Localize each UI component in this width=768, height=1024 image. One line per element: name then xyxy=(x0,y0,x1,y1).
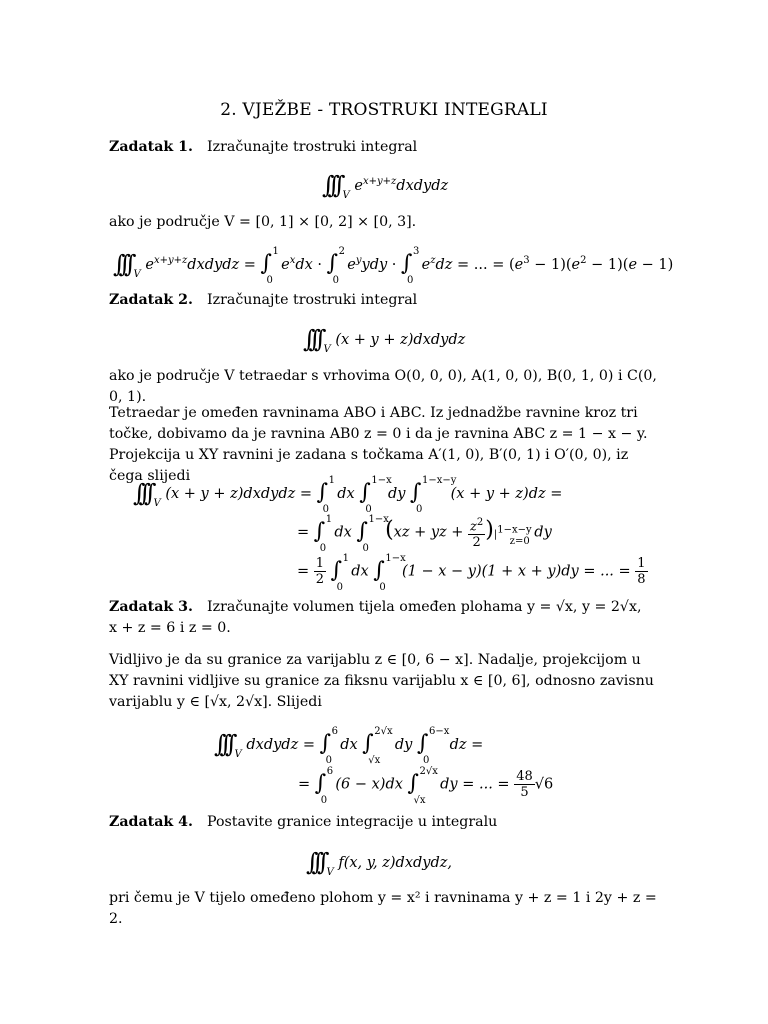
task-2-integrand: (x + y + z)dxdydz xyxy=(335,332,466,348)
task-3-line-1-lhs: dxdydz = xyxy=(246,737,315,753)
task-3-line-2-integrand: (6 − x)dx xyxy=(335,776,403,793)
task-3-text: Izračunajte volumen tijela omeđen plohama y = √x, y = 2√x, xyxy=(207,599,642,615)
task-3-paragraph: Vidljivo je da su granice za varijablu z ∈ [0, 6 − x]. Nadalje, projekcijom u XY ravnini vidljive su granice za fiksnu varijablu x ∈ [0, 6], odnosno zavisnu varijablu y ∈ [√x, 2√x]. Slijedi xyxy=(109,652,654,710)
task-2-line-3-eq: = xyxy=(297,563,310,580)
task-3-label: Zadatak 3. xyxy=(109,599,193,615)
task-2-line-1-lhs: (x + y + z)dxdydz = xyxy=(165,486,313,502)
task-2 xyxy=(109,290,657,311)
task-3-text-2: x + z = 6 i z = 0. xyxy=(109,620,231,636)
task-1-text: Izračunajte trostruki integral xyxy=(207,139,418,155)
task-3-line-1-dx: dx xyxy=(340,737,358,753)
task-2-line-2-expr: xz + yz + xyxy=(393,524,464,541)
task-1-label: Zadatak 1. xyxy=(109,139,193,155)
task-2-line-2-dy: dy xyxy=(534,524,552,541)
task-2-line-1-dx: dx xyxy=(337,486,355,502)
task-3-line-1-dy: dy xyxy=(394,737,413,753)
task-3-line-2-eq: = xyxy=(298,776,311,793)
task-2-line-1-rhs: (x + y + z)dz = xyxy=(450,486,563,502)
task-3-line-2-sqrt: √6 xyxy=(534,776,554,793)
task-4-integral: ∫∫∫ $_V$ f(x, y, z)dxdydz, xyxy=(306,848,453,878)
task-1-integral: ∫∫∫ $_V$ $e^{x+y+z}dxdydz$ xyxy=(322,171,449,201)
task-1 xyxy=(109,137,657,158)
task-2-paragraph: Tetraedar je omeđen ravninama ABO i ABC. Iz jednadžbe ravnine kroz tri točke, dobivamo da je ravnina AB0 z = 0 i da je ravnina ABC z = 1 − x − y. Projekcija u XY ravnini je zadana s točkama A′(1, 0), B′(0, 1) i O′(0, 0), iz čega slijedi xyxy=(109,405,648,484)
task-4-condition: pri čemu je V tijelo omeđeno plohom y = x² i ravninama y + z = 1 i 2y + z = 2. xyxy=(109,890,657,927)
task-2-line-2-dx: dx xyxy=(334,524,352,541)
task-4-integrand: f(x, y, z)dxdydz, xyxy=(338,855,453,871)
task-2-line-1-dy: dy xyxy=(387,486,406,502)
task-1-solution: ∫∫∫ $_V$ $e^{x+y+z}dxdydz$ = ∫ 1 0 $e^xdx$ · ∫ 2 0 $e^yydy$ · ∫ 3 0 $e^zdz$ = ... = $(e^3 - 1)(e^2 - 1)(e - 1)$ xyxy=(113,246,674,286)
task-4 xyxy=(109,812,657,833)
task-2-text: Izračunajte trostruki integral xyxy=(207,292,418,308)
task-2-condition: ako je područje V tetraedar s vrhovima O(0, 0, 0), A(1, 0, 0), B(0, 1, 0) i C(0, 0, 1). xyxy=(109,368,657,405)
task-2-integral: ∫∫∫ $_V$ (x + y + z)dxdydz xyxy=(303,325,466,355)
task-3-line-2: = ∫ 6 0 (6 − x)dx ∫ 2√x √x dy = ... = $\frac{48}{5}$ √6 xyxy=(298,765,554,806)
task-2-line-2-eq: = xyxy=(297,524,310,541)
task-3-line-1-rhs: dz = xyxy=(449,737,484,753)
task-2-line-3-rhs: (1 − x − y)(1 + x + y)dy = ... = xyxy=(401,563,631,580)
task-2-line-2: = ∫ 1 0 dx ∫ 1−x 0 (xz + yz + $\frac{z^2}{2}$ )$|^{1-x-y}_{z=0}$ dy xyxy=(297,513,552,554)
task-3 xyxy=(109,597,657,639)
task-4-label: Zadatak 4. xyxy=(109,814,193,830)
task-2-line-3: = $\frac{1}{2}$ ∫ 1 0 dx ∫ 1−x 0 (1 − x − y)(1 + x + y)dy = ... = $\frac{1}{8}$ xyxy=(297,552,646,593)
task-3-line-2-rhs: dy = ... = xyxy=(440,776,510,793)
task-3-line-1: ∫∫∫ $_V$ dxdydz = ∫ 6 0 dx ∫ 2√x √x dy ∫ 6−x 0 dz = xyxy=(214,726,484,766)
task-2-label: Zadatak 2. xyxy=(109,292,193,308)
task-2-line-1: ∫∫∫ $_V$ (x + y + z)dxdydz = ∫ 1 0 dx ∫ 1−x 0 dy ∫ 1−x−y 0 (x + y + z)dz = xyxy=(133,475,563,515)
page-title: 2. VJEŽBE - TROSTRUKI INTEGRALI xyxy=(220,100,548,120)
task-1-condition: ako je područje V = [0, 1] × [0, 2] × [0, 3]. xyxy=(109,214,417,230)
task-4-text: Postavite granice integracije u integralu xyxy=(207,814,498,830)
